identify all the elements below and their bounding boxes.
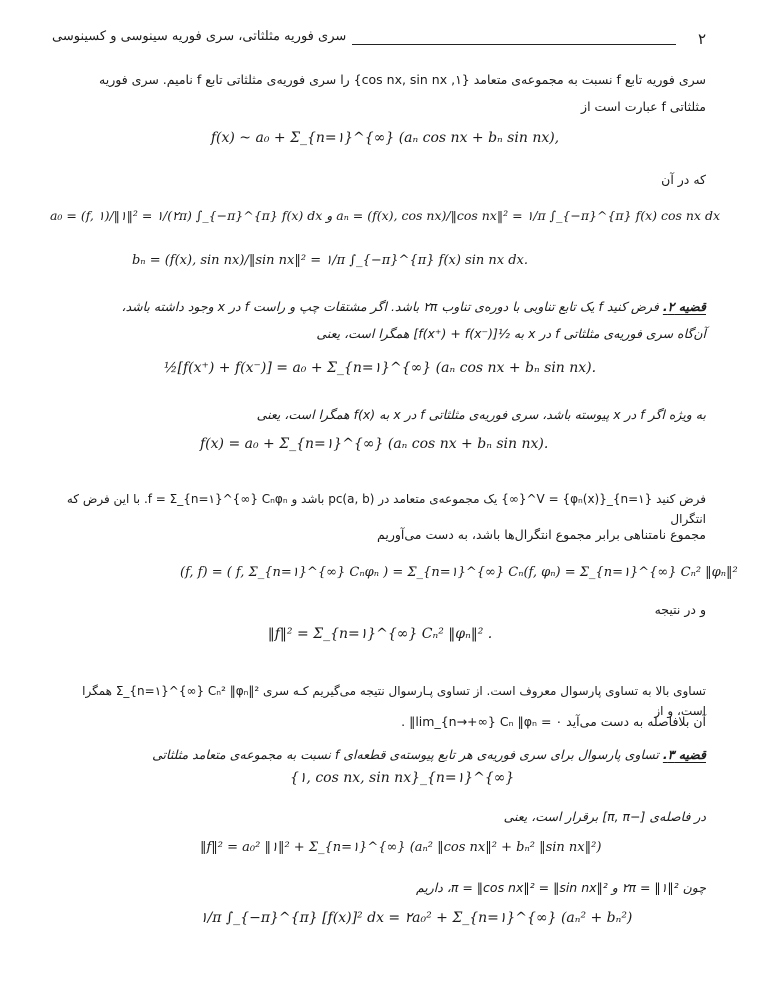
page-number: ۲: [697, 30, 706, 48]
equation-inner-product: (f, f) = ( f, Σ_{n=۱}^{∞} Cₙφₙ ) = Σ_{n=۱}^{∞} Cₙ(f, φₙ) = Σ_{n=۱}^{∞} Cₙ² ‖φₙ‖²: [180, 565, 738, 580]
equation-coefficients-a: a₀ = (f, ۱)/‖۱‖² = ۱/(۲π) ∫_{−π}^{π} f(x) dx و aₙ = (f(x), cos nx)/‖cos nx‖² = ۱/π ∫_{−π}^{π} f(x) cos nx dx: [49, 208, 721, 223]
proposition-2-label: قضیه ۲.: [662, 299, 706, 314]
equation-prop3-parseval: ‖f‖² = a₀² ‖۱‖² + Σ_{n=۱}^{∞} (aₙ² ‖cos nx‖² + bₙ² ‖sin nx‖²): [200, 840, 602, 855]
proposition-3-line-3: چون ۲π = ‖۱‖² و π = ‖cos nx‖² = ‖sin nx‖²، داریم: [415, 880, 706, 895]
header-rule: [352, 44, 676, 45]
running-header: سری فوریه مثلثاتی، سری فوریه سینوسی و کسینوسی: [52, 29, 347, 44]
intro-line-2: مثلثاتی f عبارت است از: [581, 99, 706, 114]
proposition-3-label: قضیه ۳.: [662, 747, 706, 762]
trig-orthogonal-set: {۱, cos nx, sin nx}_{n=۱}^{∞}: [290, 770, 515, 786]
equation-coefficients-b: bₙ = (f(x), sin nx)/‖sin nx‖² = ۱/π ∫_{−π}^{π} f(x) sin nx dx.: [131, 253, 529, 268]
intro-line-1: سری فوریه تابع f نسبت به مجموعه‌ی متعامد {۱, cos nx, sin nx} را سری فوریه‌ی مثلثاتی تابع f نامیم. سری فوریه: [99, 72, 706, 87]
parseval-line-3: و در نتیجه: [654, 602, 706, 617]
parseval-line-1: فرض کنید V = {φₙ(x)}_{n=۱}^{∞} یک مجموعه‌ی متعامد در pc(a, b) باشد و f = Σ_{n=۱}^{∞} Cₙφₙ. با این فرض که انتگرال: [66, 492, 706, 526]
proposition-3-text-1: تساوی پارسوال برای سری فوریه‌ی هر تابع پیوسته‌ی قطعه‌ای f نسبت به مجموعه‌ی متعامد مثلثاتی: [152, 747, 659, 762]
parseval-line-5: آن بلافاصله به دست می‌آید ۰ = lim_{n→+∞} Cₙ ‖φₙ‖ .: [401, 714, 706, 729]
parseval-line-4: تساوی بالا به تساوی پارسوال معروف است. از تساوی پـارسوال نتیجه می‌گیریم کـه سری Σ_{n=۱}^{∞} Cₙ² ‖φₙ‖² همگرا است، و از: [82, 684, 706, 718]
equation-prop2-convergence: ½[f(x⁺) + f(x⁻)] = a₀ + Σ_{n=۱}^{∞} (aₙ cos nx + bₙ sin nx).: [163, 360, 597, 376]
intro-line-3: که در آن: [661, 172, 706, 187]
proposition-3-line-2: در فاصله‌ی [−π, π] برقرار است، یعنی: [503, 809, 706, 824]
equation-prop2-continuous: f(x) = a₀ + Σ_{n=۱}^{∞} (aₙ cos nx + bₙ sin nx).: [200, 436, 549, 452]
proposition-2-line-3: به ویژه اگر f در x پیوسته باشد، سری فوریه‌ی مثلثاتی f در x به f(x) همگرا است، یعنی: [256, 407, 706, 422]
proposition-2-line-2: آن‌گاه سری فوریه‌ی مثلثاتی f در x به ½[f(x⁺) + f(x⁻)] همگرا است، یعنی: [316, 326, 706, 341]
equation-prop3-integral: ۱/π ∫_{−π}^{π} [f(x)]² dx = ۲a₀² + Σ_{n=۱}^{∞} (aₙ² + bₙ²): [200, 910, 633, 926]
parseval-line-2: مجموع نامتناهی برابر مجموع انتگرال‌ها باشد، به دست می‌آوریم: [377, 527, 706, 542]
equation-fourier-series: f(x) ~ a₀ + Σ_{n=۱}^{∞} (aₙ cos nx + bₙ sin nx),: [210, 130, 560, 146]
proposition-2-line-1: [60, 297, 706, 317]
equation-parseval-identity: ‖f‖² = Σ_{n=۱}^{∞} Cₙ² ‖φₙ‖² .: [267, 626, 493, 642]
proposition-3-line-1: [60, 745, 706, 765]
proposition-2-text-1: فرض کنید f یک تابع تناوبی با دوره‌ی تناوب ۲π باشد. اگر مشتقات چپ و راست f در x وجود داشته باشد،: [121, 299, 659, 314]
